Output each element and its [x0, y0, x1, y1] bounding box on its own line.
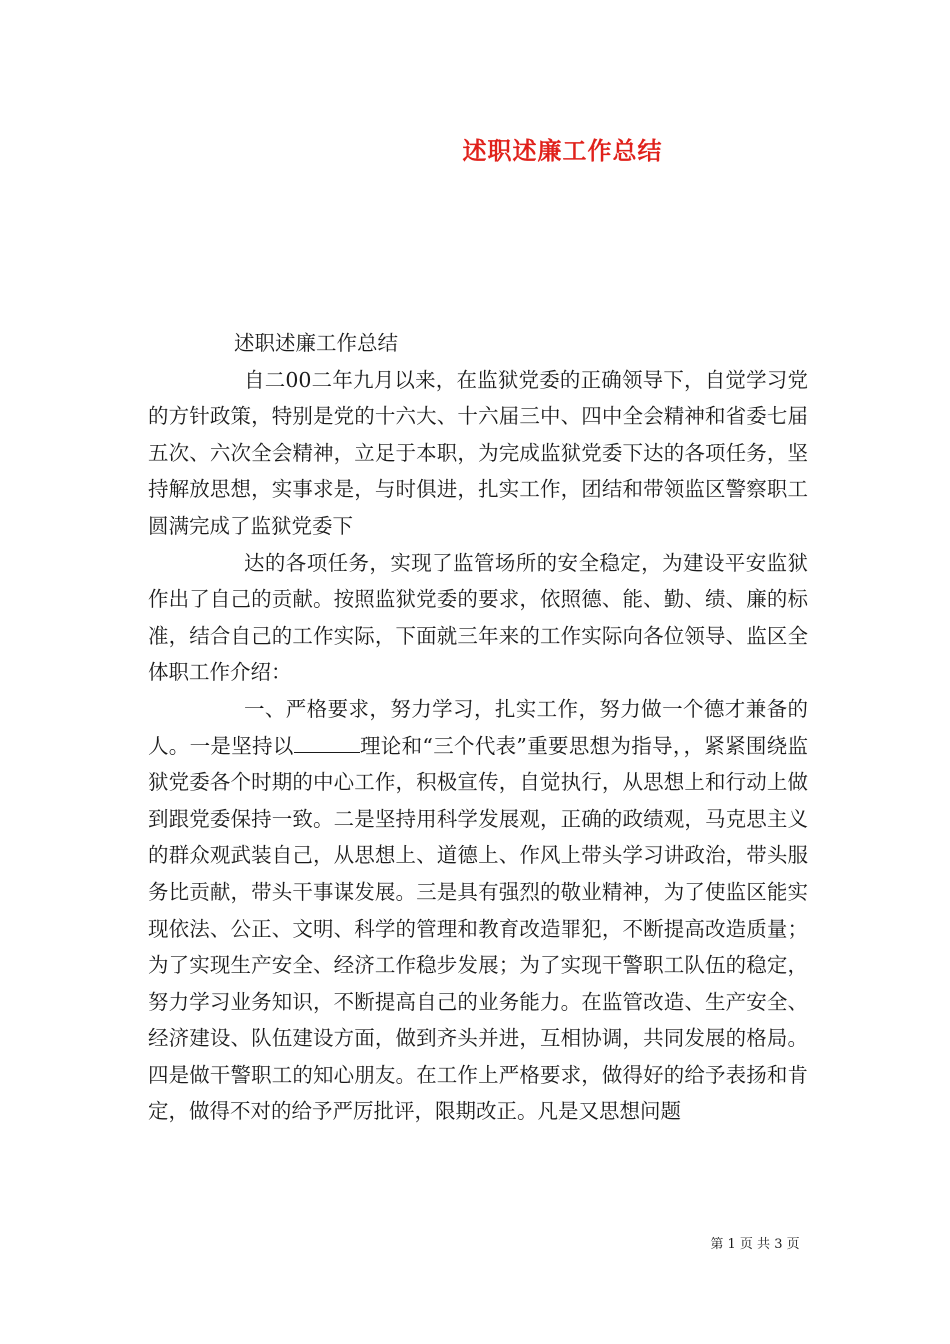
paragraph-3-part-1: 一、严格要求，努力学习，扎实工作，努力做一个德才兼备的人。一是坚持以 — [148, 696, 808, 758]
document-body — [148, 325, 808, 1130]
page-footer: 第 1 页 共 3 页 — [710, 1237, 800, 1252]
paragraph-2: 达的各项任务，实现了监管场所的安全稳定，为建设平安监狱作出了自己的贡献。按照监狱党委的要求，依照德、能、勤、绩、廉的标准，结合自己的工作实际，下面就三年来的工作实际向各位领导、监区全体职工作介绍： — [148, 550, 808, 685]
fill-in-blank — [294, 732, 360, 753]
paragraph-1: 自二00二年九月以来，在监狱党委的正确领导下，自觉学习党的方针政策，特别是党的十六大、十六届三中、四中全会精神和省委七届五次、六次全会精神，立足于本职，为完成监狱党委下达的各项任务，坚持解放思想，实事求是，与时俱进，扎实工作，团结和带领监区警察职工圆满完成了监狱党委下 — [148, 367, 808, 538]
paragraph-3 — [148, 691, 808, 1130]
paragraph-3-part-2: 理论和“三个代表”重要思想为指导，，紧紧围绕监狱党委各个时期的中心工作，积极宣传，自觉执行，从思想上和行动上做到跟党委保持一致。二是坚持用科学发展观，正确的政绩观，马克思主义的群众观武装自己，从思想上、道德上、作风上带头学习讲政治，带头服务比贡献，带头干事谋发展。三是具有强烈的敬业精神，为了使监区能实现依法、公正、文明、科学的管理和教育改造罪犯，不断提高改造质量；为了实现生产安全、经济工作稳步发展；为了实现干警职工队伍的稳定，努力学习业务知识，不断提高自己的业务能力。在监管改造、生产安全、经济建设、队伍建设方面，做到齐头并进，互相协调，共同发展的格局。四是做干警职工的知心朋友。在工作上严格要求，做得好的给予表扬和肯定，做得不对的给予严厉批评，限期改正。凡是又思想问题 — [148, 733, 808, 1124]
document-title: 述职述廉工作总结 — [462, 136, 663, 165]
document-subtitle: 述职述廉工作总结 — [234, 331, 398, 355]
